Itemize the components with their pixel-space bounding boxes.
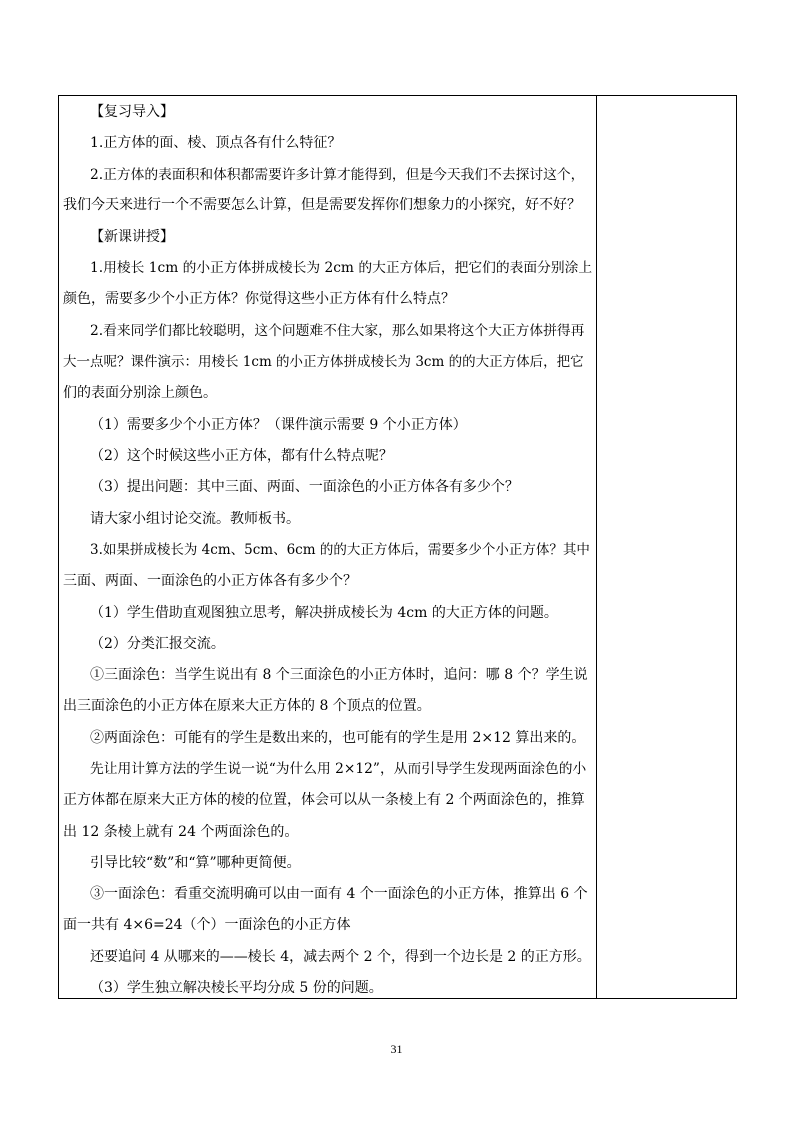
- text-line: （3）学生独立解决棱长平均分成 5 份的问题。: [90, 980, 383, 996]
- text-line: 1.用棱长 1cm 的小正方体拼成棱长为 2cm 的大正方体后，把它们的表面分别涂上: [90, 260, 593, 276]
- text-line: 我们今天来进行一个不需要怎么计算，但是需要发挥你们想象力的小探究，好不好？: [63, 197, 581, 213]
- text-line: 大一点呢？课件演示：用棱长 1cm 的小正方体拼成棱长为 3cm 的的大正方体后，把它: [63, 354, 584, 370]
- text-line: 2.看来同学们都比较聪明，这个问题难不住大家，那么如果将这个大正方体拼得再: [90, 323, 585, 339]
- text-line: 颜色，需要多少个小正方体？你觉得这些小正方体有什么特点？: [63, 291, 455, 307]
- text-line: ②两面涂色：可能有的学生是数出来的，也可能有的学生是用 2×12 算出来的。: [90, 730, 586, 746]
- text-line: 还要追问 4 从哪来的——棱长 4，减去两个 2 个，得到一个边长是 2 的正方形。: [90, 949, 591, 965]
- text-line: （2）分类汇报交流。: [90, 636, 225, 652]
- text-line: 面一共有 4×6=24（个）一面涂色的小正方体: [63, 917, 351, 933]
- text-line: 1.正方体的面、棱、顶点各有什么特征？: [90, 135, 342, 151]
- text-line: 三面、两面、一面涂色的小正方体各有多少个？: [63, 573, 357, 589]
- text-line: （3）提出问题：其中三面、两面、一面涂色的小正方体各有多少个？: [90, 479, 519, 495]
- text-line: ①三面涂色：当学生说出有 8 个三面涂色的小正方体时，追问：哪 8 个？学生说: [90, 667, 588, 683]
- text-line: 正方体都在原来大正方体的棱的位置，体会可以从一条棱上有 2 个两面涂色的，推算: [63, 792, 585, 808]
- text-line: 出三面涂色的小正方体在原来大正方体的 8 个顶点的位置。: [63, 698, 431, 714]
- text-line: 请大家小组讨论交流。教师板书。: [90, 511, 300, 527]
- text-line: 先让用计算方法的学生说一说“为什么用 2×12”，从而引导学生发现两面涂色的小: [90, 761, 587, 777]
- text-line: 3.如果拼成棱长为 4cm、5cm、6cm 的的大正方体后，需要多少个小正方体？其中: [90, 542, 590, 558]
- text-line: （1）需要多少个小正方体？（课件演示需要 9 个小正方体）: [90, 417, 467, 433]
- page-number: 31: [390, 1042, 403, 1056]
- text-line: 出 12 条棱上就有 24 个两面涂色的。: [63, 824, 299, 840]
- heading-review: 【复习导入】: [90, 104, 174, 120]
- text-line: （2）这个时候这些小正方体，都有什么特点呢？: [90, 448, 393, 464]
- text-line: （1）学生借助直观图独立思考，解决拼成棱长为 4cm 的大正方体的问题。: [90, 605, 558, 621]
- text-line: ③一面涂色：看重交流明确可以由一面有 4 个一面涂色的小正方体，推算出 6 个: [90, 886, 588, 902]
- text-line: 2.正方体的表面积和体积都需要许多计算才能得到，但是今天我们不去探讨这个，: [90, 167, 585, 183]
- heading-new-lesson: 【新课讲授】: [90, 229, 174, 245]
- text-line: 们的表面分别涂上颜色。: [63, 385, 217, 401]
- table-column-divider: [596, 95, 597, 999]
- text-line: 引导比较“数”和“算”哪种更简便。: [90, 855, 301, 871]
